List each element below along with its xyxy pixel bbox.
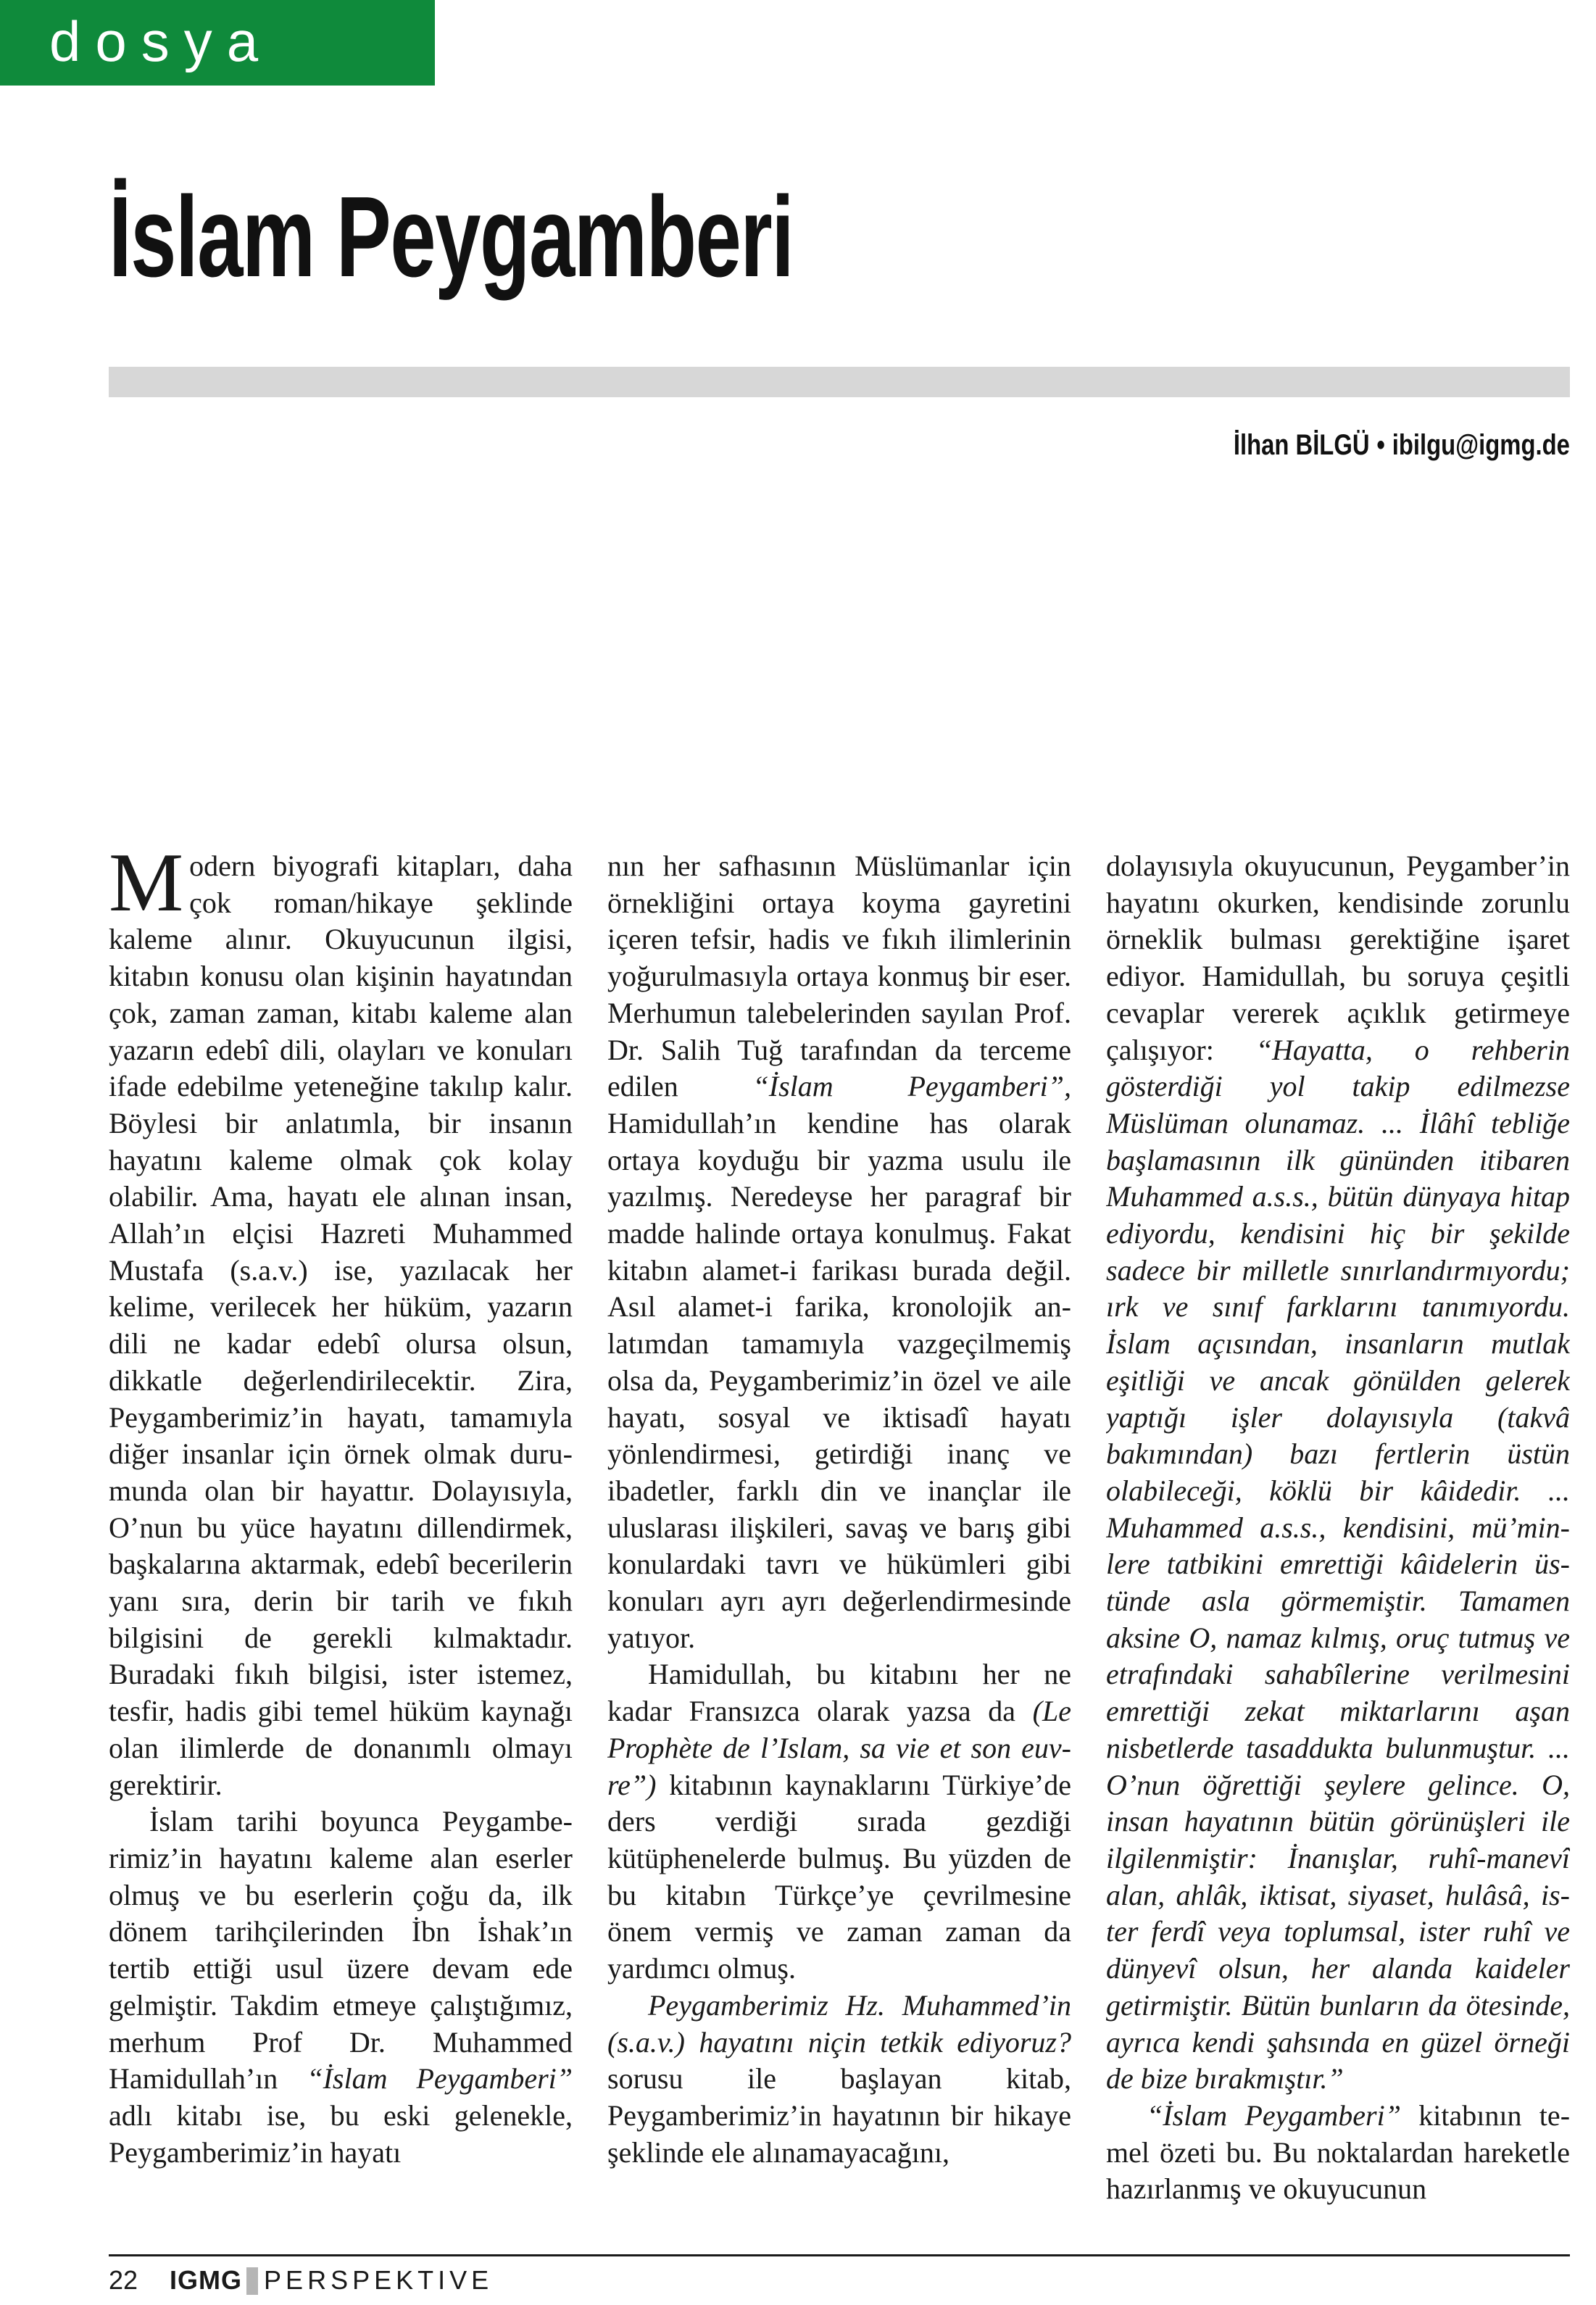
article-column-3 [1106, 848, 1570, 2218]
paragraph-text: İslam tarihi boyunca Peygamberimiz’in hayatını kaleme alan eserler olmuş ve bu eserlerin çoğu da, ilk dönem tarihçilerinden İbn İshak’ın tertib ettiği usul üzere devam ede gelmiştir. Takdim etmeye çalıştığımız, merhum Prof Dr. Muhammed Hamidullah’ın [109, 1805, 573, 2096]
quotation: “Hayatta, o rehberin gösterdiği yol takip edilmezse Müslüman olunamaz. ... İlâhî tebliğe başlamasının ilk gününden itibaren Muhammed a.s.s., bütün dünyaya hitap ediyordu, kendisini hiç bir şekilde sadece bir milletle sınırlandırmıyordu; ırk ve sınıf farklarını tanımıyordu. İslam açısından, insanların mutlak eşitliği ve ancak gönülden gelerek yaptığı işler dolayısıyla (takvâ bakımından) bazı fertlerin üstün olabileceği, köklü bir kâidedir. ... Muhammed a.s.s., kendisini, mü’minlere tatbikini emrettiği kâidelerin üstünde asla görmemiştir. Tamamen aksine O, namaz kılmış, oruç tutmuş ve etrafındaki sahabîlerine verilmesini emrettiği zekat miktarlarını aşan nisbetlerde tasaddukta bulunmuştur. ... O’nun öğrettiği şeylere gelince. O, insan hayatının bütün görünüşleri ile ilgilenmiştir: İnanışlar, ruhî-manevî alan, ahlâk, iktisat, siyaset, hulâsâ, ister ferdî veya toplumsal, ister ruhî ve dünyevî olsun, her alanda kaideler getirmiştir. Bütün bunların da ötesinde, ayrıca kendi şahsında en güzel örneği de bize bırakmıştır.” [1106, 1033, 1570, 2096]
section-label: dosya [49, 9, 273, 73]
paragraph-text: odern biyografi kitapları, daha çok roman/hikaye şeklinde kaleme alınır. Okuyucunun ilgisi, kitabın konusu olan kişinin hayatından çok, zaman zaman, kitabı kaleme alan yazarın edebî dili, olayları ve konuları ifade edebilme yeteneğine takılıp kalır. Böylesi bir anlatımla, bir insanın hayatını kaleme olmak çok kolay olabilir. Ama, hayatı ele alınan insan, Allah’ın elçisi Hazreti Muhammed Mustafa (s.a.v.) ise, yazılacak her kelime, verilecek her hüküm, yazarın dili ne kadar edebî olursa olsun, dikkatle değerlendirilecektir. Zira, Peygamberimiz’in hayatı, tamamıyla diğer insanlar için örnek olmak durumunda olan bir hayattır. Dolayısıyla, O’nun bu yüce hayatını dillendirmek, başkalarına aktarmak, edebî becerilerin yanı sıra, derin bir tarih ve fıkıh bilgisini de gerekli kılmaktadır. Buradaki fıkıh bilgisi, ister istemez, tesfir, hadis gibi temel hüküm kaynağı olan ilimlerde de donanımlı olmayı gerektirir. [109, 850, 573, 1801]
book-title: “İslam Peygamberi” [1147, 2098, 1401, 2132]
byline [1234, 429, 1570, 462]
paragraph-text: Hamidullah’ın kendine has olarak ortaya koyduğu bir yazma usulu ile yazılmış. Neredeyse her paragraf bir madde halinde ortaya konulmuş. Fakat kitabın alamet-i farikası burada değil. Asıl alamet-i farika, kronolojik anlatımdan tamamıyla vazgeçilmemiş olsa da, Peygamberimiz’in özel ve aile hayatı, sosyal ve iktisadî hayatı yönlendirmesi, getirdiği inanç ve ibadetler, farklı din ve inançlar ile uluslarası ilişkileri, savaş ve barış gibi konulardaki tavrı ve hükümleri gibi konuları ayrı ayrı değerlendirmesinde yatıyor. [607, 1106, 1071, 1654]
paragraph-text: dolayısıyla okuyucunun, Peygamber’in hayatını okurken, kendisinde zorunlu örneklik bulması gerektiğine işaret ediyor. Hamidullah, bu soruya çeşitli cevaplar vererek açıklık getirmeye çalışıyor: [1106, 850, 1570, 1066]
paragraph [109, 848, 573, 1803]
paragraph [1106, 848, 1570, 2098]
book-title: “İslam Peygamberi” [307, 2062, 573, 2096]
author-name: İlhan BİLGÜ [1233, 429, 1370, 461]
page-title: İslam Peygamberi [109, 173, 794, 301]
paragraph [607, 1988, 1071, 2172]
paragraph [607, 1656, 1071, 1987]
book-question: Peygamberimiz Hz. Muhammed’in (s.a.v.) hayatını niçin tetkik ediyoruz? [607, 1988, 1071, 2059]
paragraph-text: kitabının temel özeti bu. Bu noktalardan hareketle hazırlanmış ve okuyucunun [1106, 2098, 1570, 2206]
section-banner [0, 0, 435, 86]
footer-divider [246, 2267, 258, 2295]
byline-separator: • [1376, 429, 1385, 461]
paragraph-text: nın her safhasının Müslümanlar için örnekliğini ortaya koyma gayretini içeren tefsir, hadis ve fıkıh ilimlerinin yoğurulmasıyla ortaya konmuş bir eser. Merhumun talebelerinden sayılan Prof. Dr. Salih Tuğ tarafından da terceme edilen [607, 850, 1071, 1103]
page-footer [109, 2264, 493, 2296]
brand-logo: IGMG [170, 2265, 243, 2295]
paragraph-text: adlı kitabı ise, bu eski gelenekle, Peygamberimiz’in hayatı [109, 2098, 573, 2169]
paragraph [109, 1803, 573, 2171]
book-title: “İslam Peygamberi”, [752, 1070, 1071, 1103]
page-number: 22 [109, 2265, 138, 2295]
article-column-2 [607, 848, 1071, 2218]
paragraph-text: sorusu ile başlayan kitab, Peygamberimiz’in hayatının bir hikaye şeklinde ele alınamayacağını, [607, 2062, 1071, 2169]
drop-cap: M [109, 848, 184, 929]
author-email: ibilgu@igmg.de [1392, 429, 1570, 461]
article-column-1 [109, 848, 573, 2218]
title-rule [109, 367, 1570, 397]
paragraph [1106, 2098, 1570, 2208]
paragraph-text: Hamidullah, bu kitabını her ne kadar Fransızca olarak yazsa da [607, 1658, 1071, 1728]
french-title: (Le Prophète de l’Islam, sa vie et son euvre”) [607, 1695, 1071, 1801]
paragraph-text: kitabının kaynaklarını Türkiye’de ders verdiği sırada gezdiği kütüphenelerde bulmuş. Bu yüzden de bu kitabın Türkçe’ye çevrilmesine önem vermiş ve zaman zaman da yardımcı olmuş. [607, 1768, 1071, 1985]
paragraph [607, 848, 1071, 1656]
footer-rule [109, 2254, 1570, 2256]
magazine-name: PERSPEKTIVE [264, 2265, 494, 2295]
